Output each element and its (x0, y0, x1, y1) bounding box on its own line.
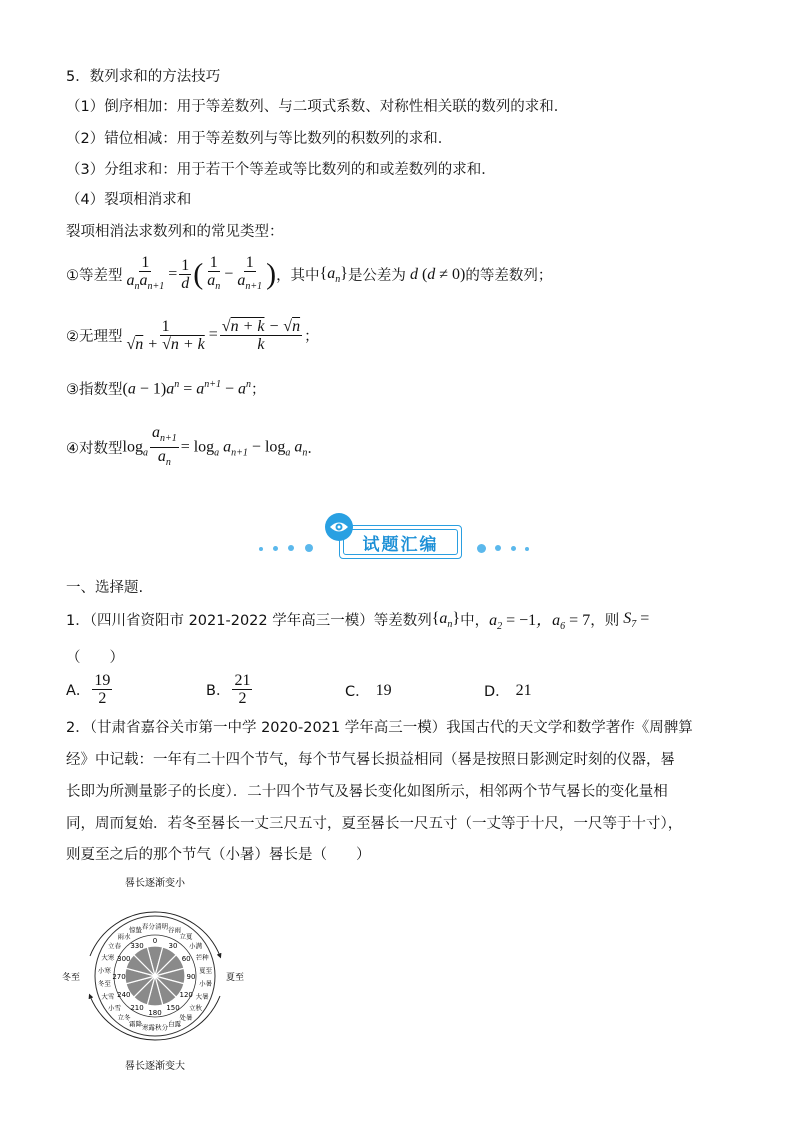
solar-term-label: 大寒 (101, 953, 115, 962)
solar-term-label: 小满 (188, 941, 202, 950)
right-label: 夏至 (226, 973, 245, 983)
type3-label: ③指数型 (66, 382, 123, 398)
left-label: 冬至 (62, 973, 81, 983)
solar-term-label: 小雪 (108, 1004, 122, 1013)
question-1: 1．（四川省资阳市 2021-2022 学年高三一模）等差数列 $\{a_n\}$ 中， $a_2 = -1$，$a_6 = 7$ ，则 $S_7$ = (66, 609, 650, 633)
type1-tail-a: ，其中 (276, 268, 320, 285)
solar-term-label: 雨水 (117, 932, 131, 941)
banner-dot (288, 545, 294, 551)
value-label: 30 (168, 941, 178, 950)
banner-dot (305, 544, 313, 552)
type4-label: ④对数型 (66, 441, 123, 458)
eye-icon (325, 513, 353, 541)
q1-option-d[interactable] (484, 680, 532, 701)
banner-dot (495, 545, 501, 551)
solar-term-label: 霜降 (128, 1020, 142, 1029)
value-label: 330 (130, 941, 144, 950)
banner-badge (339, 525, 462, 559)
solar-term-label: 白露 (168, 1020, 182, 1029)
top-caption: 晷长逐渐变小 (125, 878, 185, 889)
formula-type1: ①等差型 $\frac{1}{a_na_{n+1}}$ = $\frac{1}{d}$ ( $\frac{1}{a_n}$ − $\frac{1}{a_{n+1}}$ ) ，其中 $\{a_n\}$ 是公差为 d (d ≠ 0) 的等差数列； (66, 254, 553, 293)
option-label: B． (206, 683, 231, 699)
banner-title: 试题汇编 (343, 529, 458, 555)
value-label: 0 (152, 937, 158, 945)
section-banner (255, 513, 540, 563)
solar-term-label: 立春 (108, 941, 122, 950)
formula-type2: ②无理型 $\frac{1}{√n + √n + k}$ = $\frac{√n + k - √n}{k}$ ； (66, 318, 319, 353)
solar-term-label: 谷雨 (168, 925, 182, 934)
value-label: 120 (179, 991, 193, 999)
value-label: 180 (148, 1009, 162, 1017)
solar-term-label: 立夏 (179, 932, 193, 941)
method-item-1: （1）倒序相加：用于等差数列、与二项式系数、对称性相关联的数列的求和． (66, 99, 569, 115)
solar-term-label: 处暑 (179, 1013, 193, 1022)
q2-line-4: 同，周而复始．若冬至晷长一丈三尺五寸，夏至晷长一尺五寸（一丈等于十尺，一尺等于十寸）， (66, 816, 683, 832)
q2-line-1: 2．（甘肃省嘉谷关市第一中学 2020-2021 学年高三一模）我国古代的天文学和数学著作《周髀算 (66, 720, 693, 736)
value-label: 300 (117, 955, 131, 963)
solar-term-label: 秋分 (155, 1023, 169, 1032)
q1-text: 1．（四川省资阳市 2021-2022 学年高三一模）等差数列 (66, 613, 432, 630)
option-value: 19 (375, 681, 392, 699)
method-item-4: （4）裂项相消求和 (66, 192, 192, 208)
solar-term-label: 立冬 (117, 1013, 131, 1022)
q1-option-c[interactable] (345, 680, 392, 701)
q1-option-a[interactable] (66, 672, 114, 707)
value-label: 240 (117, 991, 131, 999)
option-den: 2 (98, 690, 107, 707)
type1-tail-c: 的等差数列； (465, 268, 553, 285)
option-label: D． (484, 684, 510, 700)
option-value: 21 (515, 681, 532, 699)
value-label: 210 (130, 1004, 144, 1013)
value-label: 90 (186, 973, 196, 981)
type1-tail-b: 是公差为 (347, 268, 406, 285)
section-title: 5．数列求和的方法技巧 (66, 69, 221, 85)
option-label: A． (66, 683, 91, 699)
method-item-3: （3）分组求和：用于若干个等差或等比数列的和或差数列的求和． (66, 162, 496, 178)
formula-type3: ③指数型 $(a - 1)a^n = a^{n+1} - a^n$ ； (66, 378, 266, 398)
q2-line-5: 则夏至之后的那个节气（小暑）晷长是（ ） (66, 847, 371, 863)
q1-option-b[interactable] (206, 672, 254, 707)
q2-line-2: 经》中记载：一年有二十四个节气，每个节气晷长损益相同（晷是按照日影测定时刻的仪器，晷 (66, 752, 675, 768)
solar-term-label: 芒种 (195, 953, 209, 962)
q1-text-end: ，则 (590, 613, 620, 630)
banner-dot (525, 547, 529, 551)
q1-blank: （ ） (66, 650, 124, 666)
solar-term-label: 大雪 (101, 992, 115, 1001)
option-label: C． (345, 684, 370, 700)
solar-term-label: 大暑 (195, 992, 209, 1001)
option-num: 21 (234, 672, 251, 689)
solar-term-label: 夏至 (199, 966, 213, 975)
banner-dot (477, 544, 486, 553)
banner-dot (511, 546, 516, 551)
solar-term-label: 寒露 (141, 1023, 155, 1032)
solar-term-label: 清明 (155, 922, 169, 931)
solar-term-label: 冬至 (97, 979, 111, 988)
solar-term-label: 立秋 (188, 1004, 202, 1013)
questions-heading: 一、选择题. (66, 580, 144, 596)
type2-label: ②无理型 (66, 329, 123, 345)
q1-text-mid: 中， (460, 613, 490, 630)
value-label: 270 (112, 973, 126, 981)
bottom-caption: 晷长逐渐变大 (125, 1061, 185, 1072)
method-item-2: （2）错位相减：用于等差数列与等比数列的积数列的求和． (66, 131, 453, 147)
type1-label: ①等差型 (66, 268, 123, 285)
option-num: 19 (94, 672, 111, 689)
types-intro: 裂项相消法求数列和的常见类型： (66, 224, 284, 240)
formula-type4: ④对数型 $\log_a$ $\frac{a_{n+1}}{a_n}$ = $\log_a a_{n+1} - \log_a a_n$ ． (66, 424, 322, 469)
solar-terms-diagram (60, 874, 250, 1074)
solar-term-label: 春分 (141, 922, 155, 931)
solar-term-label: 小暑 (199, 979, 213, 988)
value-label: 60 (181, 955, 191, 963)
solar-term-label: 惊蛰 (128, 925, 142, 934)
option-den: 2 (238, 690, 247, 707)
banner-dot (273, 546, 278, 551)
banner-dot (259, 547, 263, 551)
value-label: 150 (166, 1004, 180, 1013)
q2-line-3: 长即为所测量影子的长度）．二十四个节气及晷长变化如图所示，相邻两个节气晷长的变化量相 (66, 784, 668, 800)
solar-term-label: 小寒 (97, 966, 111, 975)
